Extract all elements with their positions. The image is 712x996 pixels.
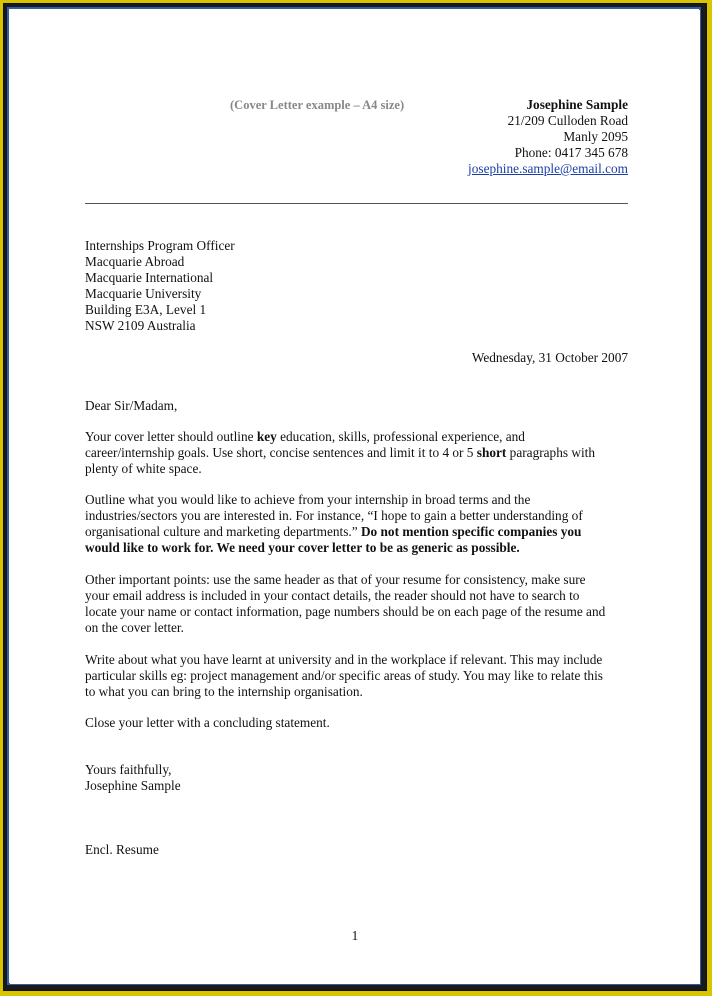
format-caption: (Cover Letter example – A4 size)	[230, 98, 405, 112]
recipient-line: Macquarie International	[85, 270, 214, 285]
paragraph-line: particular skills eg: project management and/or specific areas of study. You may like to relate this	[85, 668, 603, 683]
signature-name: Josephine Sample	[85, 778, 181, 793]
recipient-line: Macquarie Abroad	[85, 254, 185, 269]
closing: Yours faithfully,	[85, 762, 172, 777]
paragraph-line: career/internship goals. Use short, concise sentences and limit it to 4 or 5 short paragraphs with	[85, 445, 595, 460]
paragraph-4	[85, 652, 645, 700]
header-divider	[85, 203, 628, 204]
paragraph-2	[85, 492, 645, 556]
enclosure-note: Encl. Resume	[85, 842, 159, 857]
recipient-line: NSW 2109 Australia	[85, 318, 196, 333]
paragraph-line: on the cover letter.	[85, 620, 184, 635]
paragraph-line: organisational culture and marketing departments.” Do not mention specific companies you	[85, 524, 582, 539]
sender-name: Josephine Sample	[526, 97, 628, 112]
paragraph-3	[85, 572, 645, 636]
letter-page	[10, 10, 700, 984]
recipient-line: Internships Program Officer	[85, 238, 235, 253]
letter-date: Wednesday, 31 October 2007	[471, 350, 628, 365]
paragraph-5: Close your letter with a concluding statement.	[85, 715, 330, 730]
paragraph-line: Other important points: use the same header as that of your resume for consistency, make sure	[85, 572, 586, 587]
page-number: 1	[351, 928, 359, 943]
paragraph-line: locate your name or contact information, page numbers should be on each page of the resume and	[85, 604, 606, 619]
paragraph-line: Outline what you would like to achieve from your internship in broad terms and the	[85, 492, 531, 507]
paragraph-line: industries/sectors you are interested in. For instance, “I hope to gain a better understanding of	[85, 508, 583, 523]
paragraph-line: would like to work for. We need your cover letter to be as generic as possible.	[85, 540, 520, 555]
paragraph-line: Your cover letter should outline key education, skills, professional experience, and	[85, 429, 525, 444]
recipient-line: Macquarie University	[85, 286, 202, 301]
paragraph-1	[85, 429, 645, 477]
sender-address-line1: 21/209 Culloden Road	[507, 113, 628, 128]
paragraph-line: Write about what you have learnt at university and in the workplace if relevant. This may include	[85, 652, 603, 667]
sender-phone: Phone: 0417 345 678	[514, 145, 628, 160]
salutation: Dear Sir/Madam,	[85, 398, 178, 413]
sender-email-link[interactable]: josephine.sample@email.com	[468, 161, 628, 176]
sender-address-line2: Manly 2095	[563, 129, 628, 144]
paragraph-line: your email address is included in your contact details, the reader should not have to search to	[85, 588, 580, 603]
paragraph-line: to what you can bring to the internship organisation.	[85, 684, 363, 699]
paragraph-line: plenty of white space.	[85, 461, 202, 476]
recipient-line: Building E3A, Level 1	[85, 302, 207, 317]
